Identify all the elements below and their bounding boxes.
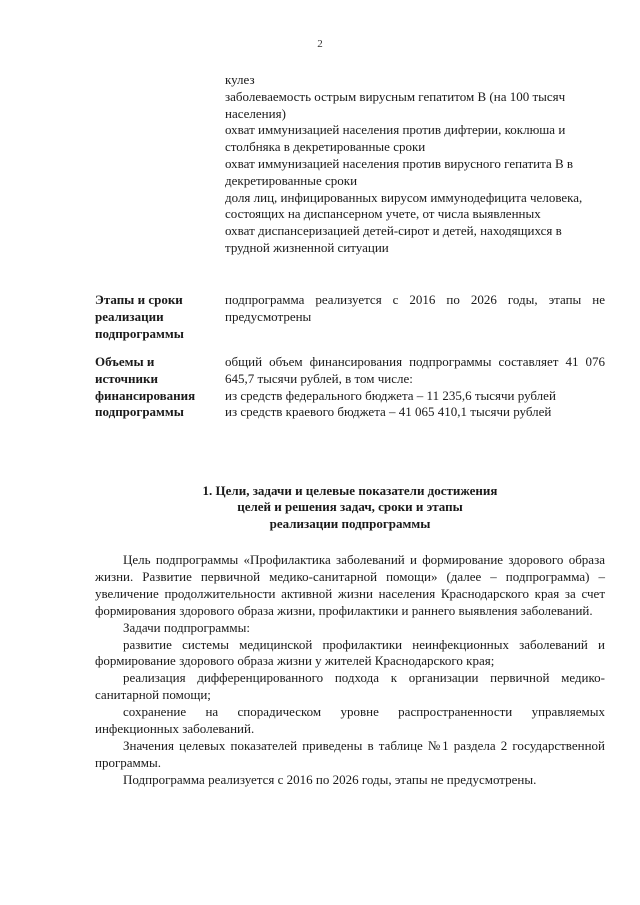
body-paragraph: реализация дифференцированного подхода к организации первичной медико-санитарной помощи; [95, 670, 605, 703]
indicator-line: охват иммунизацией населения против дифтерии, коклюша и столбняка в декретированные сроки [225, 122, 566, 155]
heading-line: реализации подпрограммы [269, 515, 431, 531]
stages-value [225, 292, 605, 326]
section-body [95, 552, 605, 789]
body-paragraph: сохранение на спорадическом уровне распространенности управляемых инфекционных заболеваний. [95, 704, 605, 737]
indicator-line: кулез [225, 72, 255, 87]
funding-value [225, 354, 605, 421]
body-paragraph: Значения целевых показателей приведены в таблице №1 раздела 2 государственной программы. [95, 737, 605, 770]
indicator-line: доля лиц, инфицированных вирусом иммунодефицита человека, состоящих на диспансерном учете, от числа выявленных [225, 189, 583, 222]
label-line: подпрограммы [95, 325, 184, 341]
indicators-continuation [225, 72, 605, 257]
label-line: Этапы и сроки [95, 292, 183, 307]
heading-line: целей и решения задач, сроки и этапы [237, 499, 463, 515]
funding-line: из средств краевого бюджета – 41 065 410,1 тысячи рублей [225, 404, 552, 420]
body-paragraph: Цель подпрограммы «Профилактика заболеваний и формирование здорового образа жизни. Развитие первичной медико-санитарной помощи» (далее – подпрограмма) – увеличение продолжительности активной жизни населения Краснодарского края за счет формирования здорового образа жизни, профилактики и раннего выявления заболеваний. [95, 552, 605, 618]
funding-line: из средств федерального бюджета – 11 235,6 тысячи рублей [225, 387, 556, 403]
stages-label [95, 292, 230, 342]
funding-label [95, 354, 230, 421]
label-line: финансирования [95, 387, 196, 403]
stages-text: подпрограмма реализуется с 2016 по 2026 годы, этапы не предусмотрены [225, 292, 605, 324]
heading-line: 1. Цели, задачи и целевые показатели достижения [202, 483, 498, 498]
label-line: реализации [95, 308, 164, 324]
label-line: источники [95, 370, 158, 386]
label-line: Объемы и [95, 354, 155, 369]
funding-line: общий объем финансирования подпрограммы составляет 41 076 645,7 тысячи рублей, в том числе: [225, 354, 605, 386]
body-paragraph: развитие системы медицинской профилактики неинфекционных заболеваний и формирование здорового образа жизни у жителей Краснодарского края; [95, 636, 605, 669]
section-heading [95, 483, 605, 532]
page-number: 2 [317, 38, 323, 50]
indicator-line: охват иммунизацией населения против вирусного гепатита В в декретированные сроки [225, 155, 574, 188]
body-paragraph: Задачи подпрограммы: [123, 619, 250, 635]
body-paragraph: Подпрограмма реализуется с 2016 по 2026 годы, этапы не предусмотрены. [123, 771, 537, 787]
indicator-line: охват диспансеризацией детей-сирот и детей, находящихся в трудной жизненной ситуации [225, 223, 562, 255]
label-line: подпрограммы [95, 404, 184, 420]
indicator-line: заболеваемость острым вирусным гепатитом В (на 100 тысяч населения) [225, 88, 566, 121]
